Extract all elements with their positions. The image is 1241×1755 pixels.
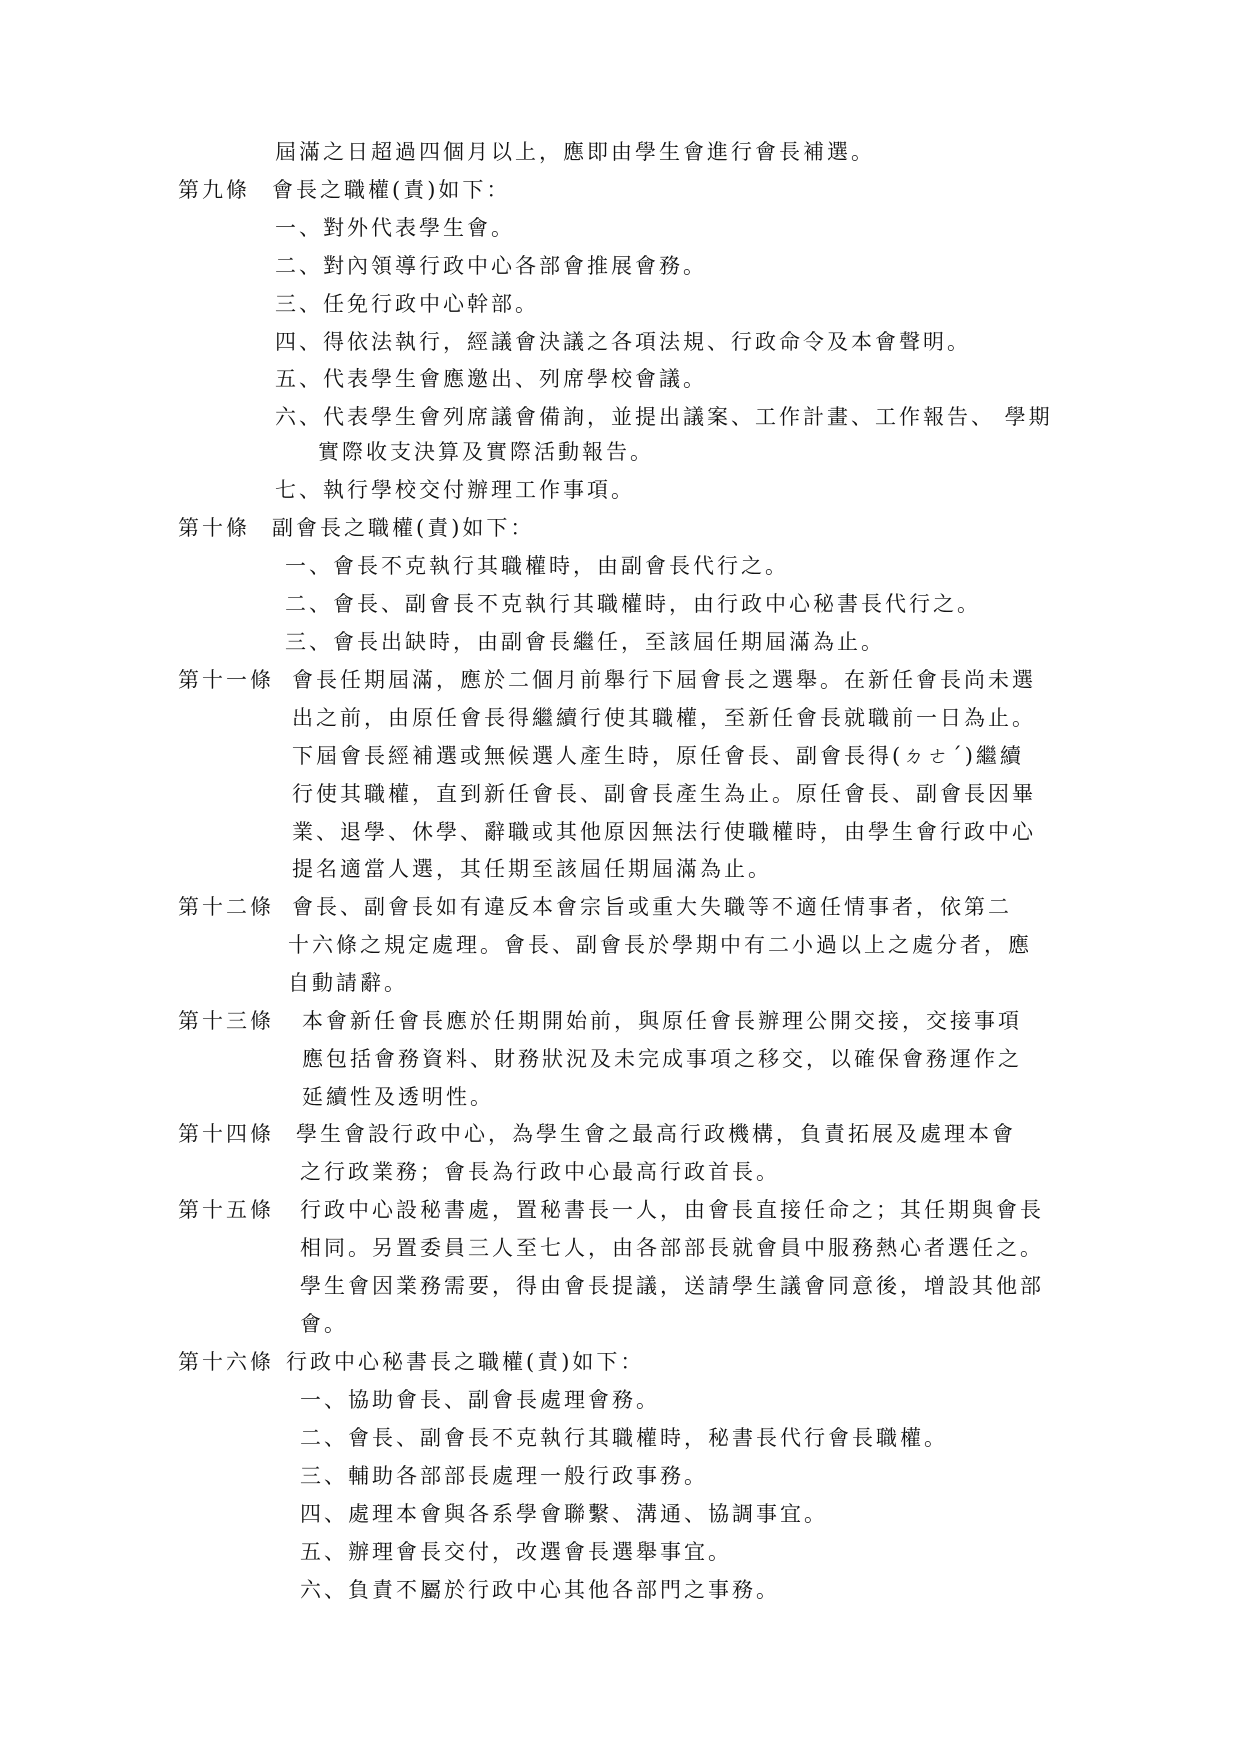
article-14-line: 學生會設行政中心，為學生會之最高行政機構，負責拓展及處理本會 xyxy=(296,1122,1016,1146)
article-13-heading: 第十三條 xyxy=(178,1009,274,1033)
article-9-item: 四、得依法執行，經議會決議之各項法規、行政命令及本會聲明。 xyxy=(275,330,971,354)
article-10-item: 三、會長出缺時，由副會長繼任，至該屆任期屆滿為止。 xyxy=(285,630,885,654)
article-16-intro: 行政中心秘書長之職權(責)如下： xyxy=(286,1350,645,1374)
article-10-intro: 副會長之職權(責)如下： xyxy=(272,516,535,540)
article-16-heading: 第十六條 xyxy=(178,1350,274,1374)
article-9-item: 二、對內領導行政中心各部會推展會務。 xyxy=(275,254,707,278)
article-16-item: 一、協助會長、副會長處理會務。 xyxy=(300,1388,660,1412)
article-10-heading: 第十條 xyxy=(178,516,250,540)
article-15-line: 相同。另置委員三人至七人，由各部部長就會員中服務熱心者選任之。 xyxy=(300,1236,1044,1260)
article-13-line: 延續性及透明性。 xyxy=(302,1085,494,1109)
article-9-item: 三、任免行政中心幹部。 xyxy=(275,292,539,316)
article-12-line: 自動請辭。 xyxy=(288,971,408,995)
article-16-item: 六、負責不屬於行政中心其他各部門之事務。 xyxy=(300,1578,780,1602)
article-9-item: 七、執行學校交付辦理工作事項。 xyxy=(275,478,635,502)
article-11-heading: 第十一條 xyxy=(178,668,274,692)
article-15-line: 學生會因業務需要，得由會長提議，送請學生議會同意後，增設其他部 xyxy=(300,1274,1044,1298)
article-13-line: 本會新任會長應於任期開始前，與原任會長辦理公開交接，交接事項 xyxy=(302,1009,1022,1033)
article-8-continuation: 屆滿之日超過四個月以上，應即由學生會進行會長補選。 xyxy=(275,140,875,164)
article-14-heading: 第十四條 xyxy=(178,1122,274,1146)
article-9-intro: 會長之職權(責)如下： xyxy=(272,178,511,202)
article-15-line: 會。 xyxy=(300,1312,348,1336)
article-15-line: 行政中心設秘書處，置秘書長一人，由會長直接任命之；其任期與會長 xyxy=(300,1198,1044,1222)
article-15-heading: 第十五條 xyxy=(178,1198,274,1222)
article-14-line: 之行政業務；會長為行政中心最高行政首長。 xyxy=(300,1160,780,1184)
article-11-line: 行使其職權，直到新任會長、副會長產生為止。原任會長、副會長因畢 xyxy=(292,782,1036,806)
article-11-line: 會長任期屆滿，應於二個月前舉行下屆會長之選舉。在新任會長尚未選 xyxy=(292,668,1036,692)
article-9-item: 六、代表學生會列席議會備詢，並提出議案、工作計畫、工作報告、 學期 xyxy=(275,405,1053,429)
article-11-line: 出之前，由原任會長得繼續行使其職權，至新任會長就職前一日為止。 xyxy=(292,706,1036,730)
article-9-heading: 第九條 xyxy=(178,178,250,202)
article-11-line: 業、退學、休學、辭職或其他原因無法行使職權時，由學生會行政中心 xyxy=(292,820,1036,844)
article-11-line: 提名適當人選，其任期至該屆任期屆滿為止。 xyxy=(292,857,772,881)
article-10-item: 二、會長、副會長不克執行其職權時，由行政中心秘書長代行之。 xyxy=(285,592,981,616)
article-9-item: 一、對外代表學生會。 xyxy=(275,216,515,240)
article-10-item: 一、會長不克執行其職權時，由副會長代行之。 xyxy=(285,554,789,578)
article-16-item: 五、辦理會長交付，改選會長選舉事宜。 xyxy=(300,1540,732,1564)
article-9-item-continuation: 實際收支決算及實際活動報告。 xyxy=(318,440,654,464)
article-16-item: 三、輔助各部部長處理一般行政事務。 xyxy=(300,1464,708,1488)
article-12-heading: 第十二條 xyxy=(178,895,274,919)
article-12-line: 十六條之規定處理。會長、副會長於學期中有二小過以上之處分者，應 xyxy=(288,933,1032,957)
article-13-line: 應包括會務資料、財務狀況及未完成事項之移交，以確保會務運作之 xyxy=(302,1047,1022,1071)
article-16-item: 二、會長、副會長不克執行其職權時，秘書長代行會長職權。 xyxy=(300,1426,948,1450)
article-16-item: 四、處理本會與各系學會聯繫、溝通、協調事宜。 xyxy=(300,1502,828,1526)
article-9-item: 五、代表學生會應邀出、列席學校會議。 xyxy=(275,367,707,391)
article-11-line: 下屆會長經補選或無候選人產生時，原任會長、副會長得(ㄉㄜˊ)繼續 xyxy=(292,744,1024,768)
article-12-line: 會長、副會長如有違反本會宗旨或重大失職等不適任情事者，依第二 xyxy=(292,895,1012,919)
